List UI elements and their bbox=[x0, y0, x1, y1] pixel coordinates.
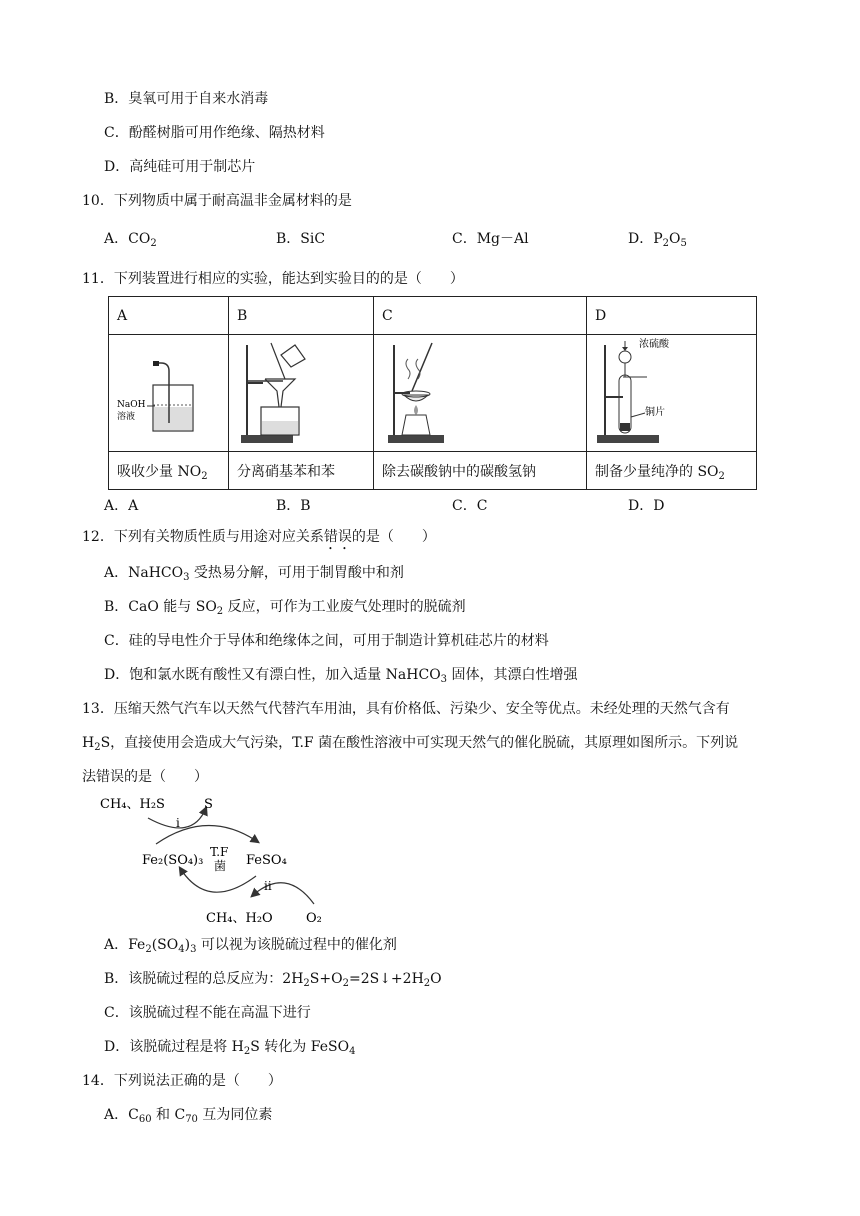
q10-option-a: A．$CO_2$ bbox=[104, 231, 157, 249]
figure-d-generation bbox=[587, 335, 757, 452]
col-header-a: A bbox=[109, 297, 229, 335]
q11-option-a: A．A bbox=[104, 498, 139, 514]
input-methane-h2s: CH₄、H₂S bbox=[100, 797, 165, 812]
ferric-sulfate-node: Fe₂(SO₄)₃ bbox=[142, 853, 204, 868]
step-ii-label: ii bbox=[264, 879, 272, 893]
col-header-b: B bbox=[229, 297, 374, 335]
ferrous-sulfate-node: FeSO₄ bbox=[246, 853, 287, 868]
copper-label: 铜片 bbox=[645, 407, 665, 418]
q11-option-d: D．D bbox=[628, 498, 665, 514]
input-oxygen: O₂ bbox=[306, 911, 322, 926]
q12-option-a: A．NaHCO$_3$ 受热易分解，可用于制胃酸中和剂 bbox=[104, 565, 404, 583]
q13-stem-line3: 法错误的是（ ） bbox=[82, 769, 208, 785]
q12-stem: 12．下列有关物质性质与用途对应关系错误的是（ ） bbox=[82, 529, 436, 545]
step-i-label: i bbox=[176, 816, 180, 830]
col-header-c: C bbox=[374, 297, 587, 335]
q10-stem: 10．下列物质中属于耐高温非金属材料的是 bbox=[82, 193, 352, 209]
figure-b-filter bbox=[229, 335, 374, 452]
q13-stem-line1: 13．压缩天然气汽车以天然气代替汽车用油，具有价格低、污染少、安全等优点。未经处理的天然气含有 bbox=[82, 701, 730, 717]
caption-a: 吸收少量 $NO_2$ bbox=[109, 452, 229, 490]
q10-option-d: D．$P_2O_5$ bbox=[628, 231, 687, 249]
q13-option-d: D．该脱硫过程是将 $H_2S$ 转化为 FeSO$_4$ bbox=[104, 1039, 356, 1057]
q14-stem: 14．下列说法正确的是（ ） bbox=[82, 1073, 282, 1089]
desulfurization-cycle-diagram bbox=[96, 790, 336, 928]
figure-c-heating bbox=[374, 335, 587, 452]
q9-option-d: D．高纯硅可用于制芯片 bbox=[104, 159, 256, 175]
q10-option-c: C．Mg－Al bbox=[452, 231, 529, 247]
caption-d: 制备少量纯净的 $SO_2$ bbox=[587, 452, 757, 490]
q14-option-a: A．$C_{60}$ 和 $C_{70}$ 互为同位素 bbox=[104, 1107, 273, 1125]
q13-stem-line2: $H_2S$，直接使用会造成大气污染，T.F 菌在酸性溶液中可实现天然气的催化脱硫，其原理如图所示。下列说 bbox=[82, 735, 739, 753]
q12-option-b: B．CaO 能与 $SO_2$ 反应，可作为工业废气处理时的脱硫剂 bbox=[104, 599, 466, 617]
product-sulfur: S bbox=[204, 797, 213, 812]
col-header-d: D bbox=[587, 297, 757, 335]
figure-a-absorb bbox=[109, 335, 229, 452]
solution-label: 溶液 bbox=[117, 412, 136, 422]
emphasis-wrong: 错误 bbox=[323, 529, 352, 545]
conc-acid-label: 浓硫酸 bbox=[639, 339, 669, 350]
q13-option-a: A．$Fe_2(SO_4)_3$ 可以视为该脱硫过程中的催化剂 bbox=[104, 937, 397, 955]
output-methane-water: CH₄、H₂O bbox=[206, 911, 273, 926]
q11-option-c: C．C bbox=[452, 498, 488, 514]
q9-option-b: B．臭氧可用于自来水消毒 bbox=[104, 91, 269, 107]
naoh-label: NaOH bbox=[117, 400, 146, 410]
q11-option-b: B．B bbox=[276, 498, 311, 514]
q9-option-c: C．酚醛树脂可用作绝缘、隔热材料 bbox=[104, 125, 325, 141]
q12-option-c: C．硅的导电性介于导体和绝缘体之间，可用于制造计算机硅芯片的材料 bbox=[104, 633, 549, 649]
catalyst-bacteria-label: 菌 bbox=[214, 859, 227, 873]
caption-c: 除去碳酸钠中的碳酸氢钠 bbox=[374, 452, 587, 490]
q12-option-d: D．饱和氯水既有酸性又有漂白性，加入适量 NaHCO$_3$ 固体，其漂白性增强 bbox=[104, 667, 578, 685]
apparatus-table bbox=[108, 296, 757, 490]
caption-b: 分离硝基苯和苯 bbox=[229, 452, 374, 490]
q10-option-b: B．SiC bbox=[276, 231, 326, 247]
q13-option-b: B．该脱硫过程的总反应为：$2H_2S+O_2=2S↓+2H_2O$ bbox=[104, 971, 442, 989]
q11-stem: 11．下列装置进行相应的实验，能达到实验目的的是（ ） bbox=[82, 271, 464, 287]
catalyst-tf-label: T.F bbox=[210, 845, 229, 859]
q13-option-c: C．该脱硫过程不能在高温下进行 bbox=[104, 1005, 311, 1021]
